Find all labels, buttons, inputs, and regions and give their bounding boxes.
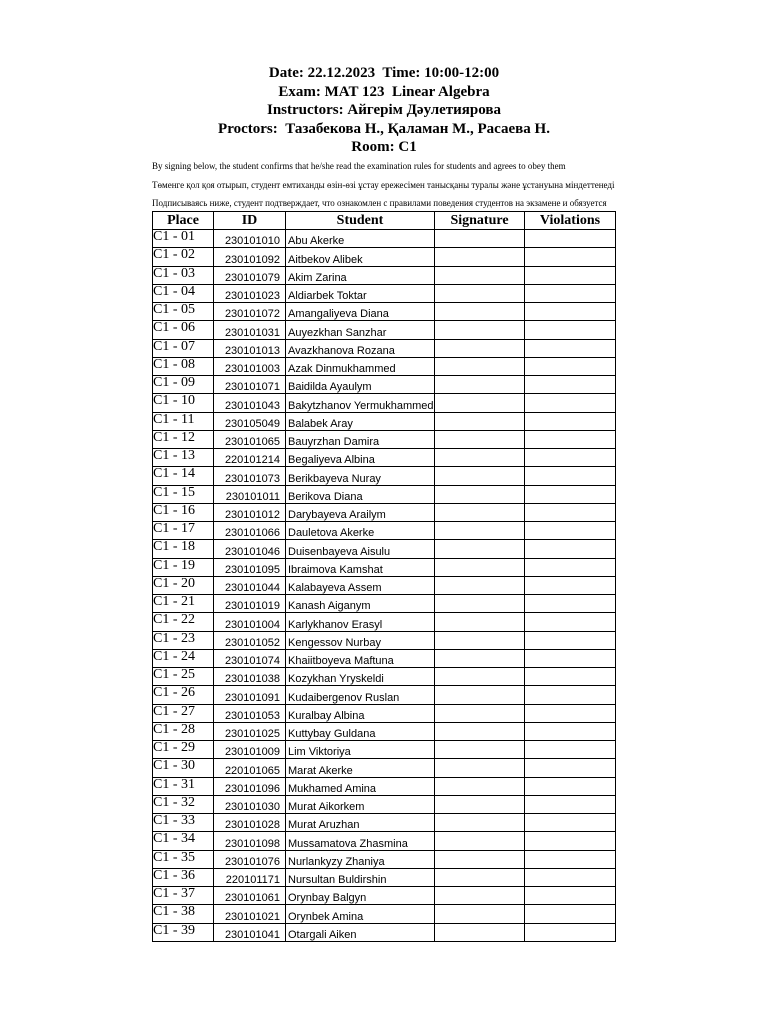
- place-cell: C1 - 18: [153, 540, 214, 558]
- signature-cell[interactable]: [435, 850, 525, 868]
- table-row: [153, 230, 616, 248]
- place-cell: C1 - 31: [153, 777, 214, 795]
- student-name-cell: Avazkhanova Rozana: [286, 339, 435, 357]
- student-name-cell: Nursultan Buldirshin: [286, 868, 435, 886]
- violations-cell[interactable]: [525, 376, 616, 394]
- signature-cell[interactable]: [435, 814, 525, 832]
- student-name-cell: Mukhamed Amina: [286, 777, 435, 795]
- table-row: [153, 321, 616, 339]
- violations-cell[interactable]: [525, 631, 616, 649]
- place-cell: C1 - 03: [153, 266, 214, 284]
- table-row: [153, 558, 616, 576]
- student-name-cell: Kozykhan Yryskeldi: [286, 668, 435, 686]
- student-name-cell: Berikbayeva Nuray: [286, 467, 435, 485]
- violations-cell[interactable]: [525, 905, 616, 923]
- student-id-cell: 230101023: [214, 284, 286, 302]
- student-name-cell: Kudaibergenov Ruslan: [286, 686, 435, 704]
- table-row: [153, 339, 616, 357]
- signature-cell[interactable]: [435, 357, 525, 375]
- table-row: [153, 394, 616, 412]
- signature-cell[interactable]: [435, 832, 525, 850]
- exam-header: [0, 64, 768, 157]
- violations-cell[interactable]: [525, 576, 616, 594]
- place-cell: C1 - 30: [153, 759, 214, 777]
- student-id-cell: 230101074: [214, 649, 286, 667]
- student-name-cell: Begaliyeva Albina: [286, 449, 435, 467]
- violations-cell[interactable]: [525, 540, 616, 558]
- student-name-cell: Aldiarbek Toktar: [286, 284, 435, 302]
- table-row: [153, 284, 616, 302]
- violations-cell[interactable]: [525, 722, 616, 740]
- student-id-cell: 230101066: [214, 522, 286, 540]
- place-cell: C1 - 12: [153, 430, 214, 448]
- place-cell: C1 - 21: [153, 595, 214, 613]
- student-id-cell: 230101043: [214, 394, 286, 412]
- student-name-cell: Dauletova Akerke: [286, 522, 435, 540]
- signature-cell[interactable]: [435, 704, 525, 722]
- place-cell: C1 - 09: [153, 376, 214, 394]
- student-id-cell: 230101003: [214, 357, 286, 375]
- student-id-cell: 230101046: [214, 540, 286, 558]
- student-id-cell: 230101071: [214, 376, 286, 394]
- student-id-cell: 230101012: [214, 503, 286, 521]
- place-cell: C1 - 13: [153, 449, 214, 467]
- table-row: [153, 814, 616, 832]
- place-cell: C1 - 23: [153, 631, 214, 649]
- signature-cell[interactable]: [435, 613, 525, 631]
- student-id-cell: 230101011: [214, 485, 286, 503]
- table-row: [153, 777, 616, 795]
- proctors-line: Proctors: Тазабекова Н., Қаламан М., Расаева Н.: [218, 120, 550, 137]
- signature-cell[interactable]: [435, 923, 525, 941]
- student-name-cell: Abu Akerke: [286, 230, 435, 248]
- student-id-cell: 230101092: [214, 248, 286, 266]
- table-row: [153, 686, 616, 704]
- violations-cell[interactable]: [525, 613, 616, 631]
- student-name-cell: Bakytzhanov Yermukhammed: [286, 394, 435, 412]
- table-row: [153, 923, 616, 941]
- place-cell: C1 - 20: [153, 576, 214, 594]
- place-cell: C1 - 11: [153, 412, 214, 430]
- student-name-cell: Bauyrzhan Damira: [286, 430, 435, 448]
- signature-cell[interactable]: [435, 686, 525, 704]
- table-row: [153, 905, 616, 923]
- signature-cell[interactable]: [435, 631, 525, 649]
- signature-cell[interactable]: [435, 759, 525, 777]
- violations-cell[interactable]: [525, 558, 616, 576]
- violations-cell[interactable]: [525, 485, 616, 503]
- header-violations: Violations: [525, 212, 616, 230]
- place-cell: C1 - 38: [153, 905, 214, 923]
- header-student: Student: [286, 212, 435, 230]
- student-id-cell: 230101098: [214, 832, 286, 850]
- table-row: [153, 266, 616, 284]
- student-name-cell: Kuttybay Guldana: [286, 722, 435, 740]
- table-row: [153, 668, 616, 686]
- table-row: [153, 503, 616, 521]
- signature-cell[interactable]: [435, 558, 525, 576]
- student-name-cell: Kuralbay Albina: [286, 704, 435, 722]
- student-id-cell: 230101096: [214, 777, 286, 795]
- student-id-cell: 230101004: [214, 613, 286, 631]
- table-row: [153, 887, 616, 905]
- place-cell: C1 - 37: [153, 887, 214, 905]
- signature-cell[interactable]: [435, 266, 525, 284]
- student-id-cell: 230101025: [214, 722, 286, 740]
- violations-cell[interactable]: [525, 248, 616, 266]
- header-signature: Signature: [435, 212, 525, 230]
- student-name-cell: Kengessov Nurbay: [286, 631, 435, 649]
- student-name-cell: Marat Akerke: [286, 759, 435, 777]
- place-cell: C1 - 34: [153, 832, 214, 850]
- violations-cell[interactable]: [525, 868, 616, 886]
- table-row: [153, 631, 616, 649]
- signature-cell[interactable]: [435, 376, 525, 394]
- place-cell: C1 - 25: [153, 668, 214, 686]
- student-id-cell: 230101073: [214, 467, 286, 485]
- student-name-cell: Auyezkhan Sanzhar: [286, 321, 435, 339]
- signature-cell[interactable]: [435, 868, 525, 886]
- signature-cell[interactable]: [435, 595, 525, 613]
- student-name-cell: Orynbay Balgyn: [286, 887, 435, 905]
- table-row: [153, 795, 616, 813]
- signature-cell[interactable]: [435, 887, 525, 905]
- student-name-cell: Azak Dinmukhammed: [286, 357, 435, 375]
- student-id-cell: 230101009: [214, 741, 286, 759]
- violations-cell[interactable]: [525, 668, 616, 686]
- violations-cell[interactable]: [525, 503, 616, 521]
- student-name-cell: Baidilda Ayaulym: [286, 376, 435, 394]
- header-place: Place: [153, 212, 214, 230]
- student-name-cell: Nurlankyzy Zhaniya: [286, 850, 435, 868]
- signature-cell[interactable]: [435, 795, 525, 813]
- place-cell: C1 - 15: [153, 485, 214, 503]
- instructors-line: Instructors: Айгерім Дәулетиярова: [266, 102, 501, 118]
- signature-cell[interactable]: [435, 394, 525, 412]
- signature-cell[interactable]: [435, 485, 525, 503]
- violations-cell[interactable]: [525, 887, 616, 905]
- student-id-cell: 230101013: [214, 339, 286, 357]
- student-id-cell: 230101061: [214, 887, 286, 905]
- table-row: [153, 376, 616, 394]
- signature-cell[interactable]: [435, 503, 525, 521]
- table-header-row: [153, 212, 616, 230]
- student-id-cell: 230101072: [214, 303, 286, 321]
- signature-cell[interactable]: [435, 339, 525, 357]
- signature-cell[interactable]: [435, 303, 525, 321]
- violations-cell[interactable]: [525, 339, 616, 357]
- place-cell: C1 - 26: [153, 686, 214, 704]
- table-row: [153, 649, 616, 667]
- violations-cell[interactable]: [525, 814, 616, 832]
- place-cell: C1 - 07: [153, 339, 214, 357]
- student-id-cell: 230101095: [214, 558, 286, 576]
- violations-cell[interactable]: [525, 412, 616, 430]
- exam-title: Exam: MAT 123 Linear Algebra: [278, 83, 490, 100]
- notice-english: By signing below, the student confirms that he/she read the examination rules for students and agrees to obey them: [152, 161, 566, 171]
- table-row: [153, 522, 616, 540]
- violations-cell[interactable]: [525, 759, 616, 777]
- violations-cell[interactable]: [525, 522, 616, 540]
- student-id-cell: 230101053: [214, 704, 286, 722]
- violations-cell[interactable]: [525, 850, 616, 868]
- student-id-cell: 220101171: [214, 868, 286, 886]
- table-row: [153, 357, 616, 375]
- violations-cell[interactable]: [525, 284, 616, 302]
- notice-russian: Подписываясь ниже, студент подтверждает, что ознакомлен с правилами поведения студентов на экзамене и обязуется: [152, 198, 607, 208]
- student-name-cell: Otargali Aiken: [286, 923, 435, 941]
- table-row: [153, 722, 616, 740]
- table-row: [153, 449, 616, 467]
- signature-cell[interactable]: [435, 284, 525, 302]
- signature-cell[interactable]: [435, 649, 525, 667]
- place-cell: C1 - 16: [153, 503, 214, 521]
- table-row: [153, 485, 616, 503]
- violations-cell[interactable]: [525, 777, 616, 795]
- table-row: [153, 868, 616, 886]
- table-row: [153, 613, 616, 631]
- student-name-cell: Mussamatova Zhasmina: [286, 832, 435, 850]
- signature-cell[interactable]: [435, 230, 525, 248]
- place-cell: C1 - 22: [153, 613, 214, 631]
- exam-date-time: Date: 22.12.2023 Time: 10:00-12:00: [268, 65, 500, 81]
- table-row: [153, 430, 616, 448]
- student-id-cell: 230101038: [214, 668, 286, 686]
- signature-cell[interactable]: [435, 777, 525, 795]
- student-id-cell: 230101076: [214, 850, 286, 868]
- place-cell: C1 - 39: [153, 923, 214, 941]
- student-name-cell: Aitbekov Alibek: [286, 248, 435, 266]
- violations-cell[interactable]: [525, 704, 616, 722]
- student-name-cell: Murat Aruzhan: [286, 814, 435, 832]
- student-id-cell: 230101030: [214, 795, 286, 813]
- student-name-cell: Kalabayeva Assem: [286, 576, 435, 594]
- violations-cell[interactable]: [525, 795, 616, 813]
- table-row: [153, 741, 616, 759]
- signature-cell[interactable]: [435, 741, 525, 759]
- student-name-cell: Amangaliyeva Diana: [286, 303, 435, 321]
- place-cell: C1 - 29: [153, 741, 214, 759]
- table-row: [153, 412, 616, 430]
- signature-cell[interactable]: [435, 430, 525, 448]
- student-name-cell: Balabek Aray: [286, 412, 435, 430]
- student-id-cell: 230101019: [214, 595, 286, 613]
- student-id-cell: 230101044: [214, 576, 286, 594]
- place-cell: C1 - 14: [153, 467, 214, 485]
- student-name-cell: Karlykhanov Erasyl: [286, 613, 435, 631]
- student-name-cell: Akim Zarina: [286, 266, 435, 284]
- student-name-cell: Orynbek Amina: [286, 905, 435, 923]
- student-name-cell: Murat Aikorkem: [286, 795, 435, 813]
- signature-cell[interactable]: [435, 522, 525, 540]
- student-id-cell: 230101091: [214, 686, 286, 704]
- student-id-cell: 230101010: [214, 230, 286, 248]
- place-cell: C1 - 01: [153, 230, 214, 248]
- violations-cell[interactable]: [525, 923, 616, 941]
- place-cell: C1 - 28: [153, 722, 214, 740]
- header-id: ID: [214, 212, 286, 230]
- signature-cell[interactable]: [435, 449, 525, 467]
- table-row: [153, 303, 616, 321]
- attendance-table: [152, 211, 616, 942]
- violations-cell[interactable]: [525, 357, 616, 375]
- table-row: [153, 850, 616, 868]
- violations-cell[interactable]: [525, 303, 616, 321]
- violations-cell[interactable]: [525, 394, 616, 412]
- table-row: [153, 595, 616, 613]
- student-name-cell: Kanash Aiganym: [286, 595, 435, 613]
- student-id-cell: 230101079: [214, 266, 286, 284]
- place-cell: C1 - 17: [153, 522, 214, 540]
- table-row: [153, 832, 616, 850]
- place-cell: C1 - 19: [153, 558, 214, 576]
- student-name-cell: Berikova Diana: [286, 485, 435, 503]
- violations-cell[interactable]: [525, 230, 616, 248]
- signature-cell[interactable]: [435, 668, 525, 686]
- place-cell: C1 - 24: [153, 649, 214, 667]
- place-cell: C1 - 27: [153, 704, 214, 722]
- table-row: [153, 540, 616, 558]
- place-cell: C1 - 08: [153, 357, 214, 375]
- signature-cell[interactable]: [435, 540, 525, 558]
- violations-cell[interactable]: [525, 321, 616, 339]
- student-name-cell: Lim Viktoriya: [286, 741, 435, 759]
- student-id-cell: 220101065: [214, 759, 286, 777]
- table-row: [153, 576, 616, 594]
- student-name-cell: Darybayeva Arailym: [286, 503, 435, 521]
- violations-cell[interactable]: [525, 449, 616, 467]
- place-cell: C1 - 33: [153, 814, 214, 832]
- violations-cell[interactable]: [525, 686, 616, 704]
- table-row: [153, 248, 616, 266]
- violations-cell[interactable]: [525, 832, 616, 850]
- violations-cell[interactable]: [525, 467, 616, 485]
- room-line: Room: C1: [351, 139, 417, 155]
- student-id-cell: 230101065: [214, 430, 286, 448]
- place-cell: C1 - 04: [153, 284, 214, 302]
- student-id-cell: 230101041: [214, 923, 286, 941]
- student-name-cell: Khaiitboyeva Maftuna: [286, 649, 435, 667]
- signature-cell[interactable]: [435, 722, 525, 740]
- place-cell: C1 - 05: [153, 303, 214, 321]
- student-id-cell: 230101031: [214, 321, 286, 339]
- signature-cell[interactable]: [435, 321, 525, 339]
- table-row: [153, 704, 616, 722]
- violations-cell[interactable]: [525, 430, 616, 448]
- student-name-cell: Duisenbayeva Aisulu: [286, 540, 435, 558]
- student-id-cell: 230101052: [214, 631, 286, 649]
- place-cell: C1 - 32: [153, 795, 214, 813]
- place-cell: C1 - 10: [153, 394, 214, 412]
- notice-kazakh: Төменге қол қоя отырып, студент емтиханды өзін-өзі ұстау ережесімен танысқаны туралы және ұстануына міндеттенеді: [152, 180, 615, 190]
- violations-cell[interactable]: [525, 595, 616, 613]
- violations-cell[interactable]: [525, 266, 616, 284]
- signature-cell[interactable]: [435, 467, 525, 485]
- signature-cell[interactable]: [435, 412, 525, 430]
- place-cell: C1 - 36: [153, 868, 214, 886]
- student-id-cell: 230101021: [214, 905, 286, 923]
- student-id-cell: 230101028: [214, 814, 286, 832]
- signature-cell[interactable]: [435, 248, 525, 266]
- table-row: [153, 759, 616, 777]
- place-cell: C1 - 06: [153, 321, 214, 339]
- violations-cell[interactable]: [525, 741, 616, 759]
- student-id-cell: 220101214: [214, 449, 286, 467]
- violations-cell[interactable]: [525, 649, 616, 667]
- table-row: [153, 467, 616, 485]
- place-cell: C1 - 35: [153, 850, 214, 868]
- signature-cell[interactable]: [435, 905, 525, 923]
- student-id-cell: 230105049: [214, 412, 286, 430]
- student-name-cell: Ibraimova Kamshat: [286, 558, 435, 576]
- place-cell: C1 - 02: [153, 248, 214, 266]
- signature-cell[interactable]: [435, 576, 525, 594]
